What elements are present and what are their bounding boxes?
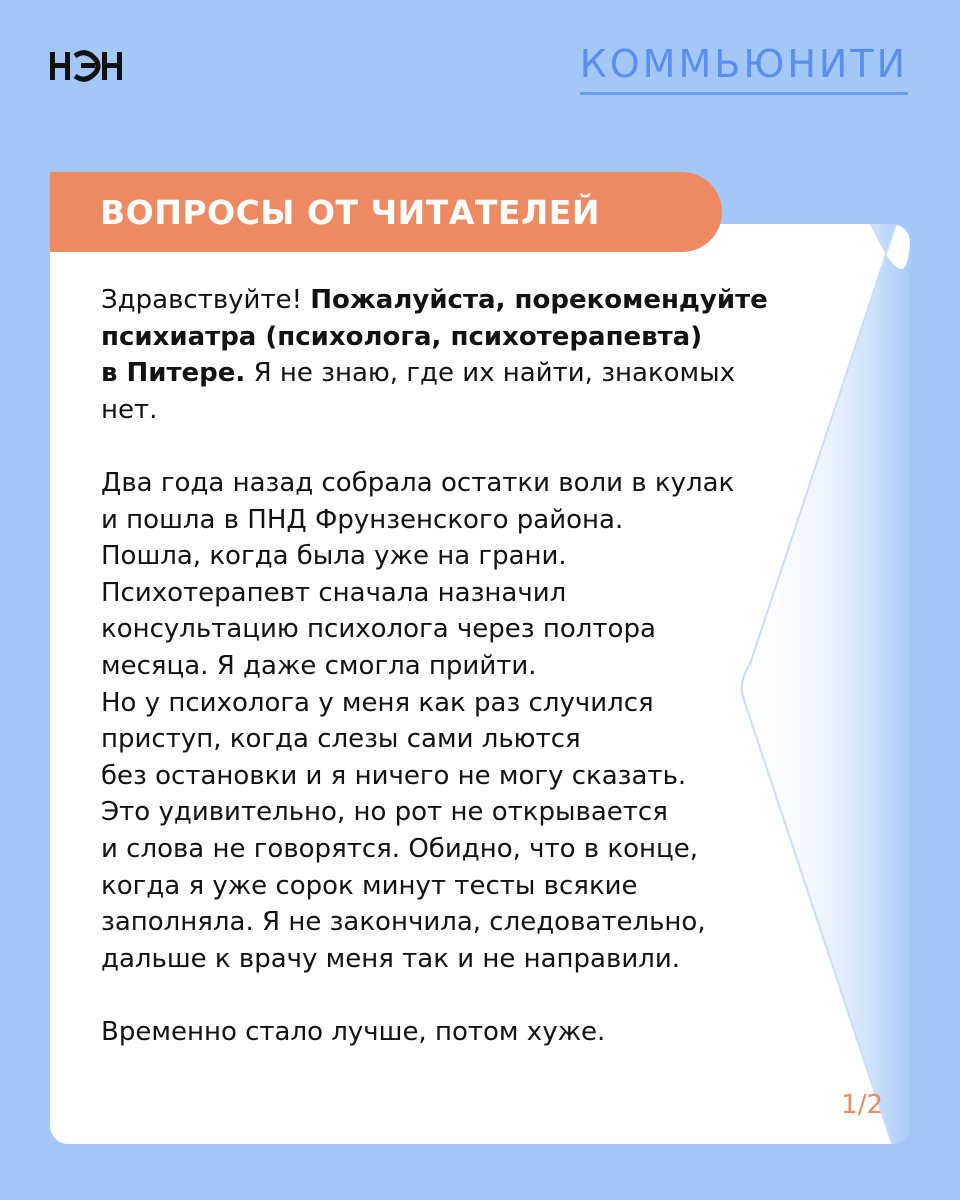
text-line: заполняла. Я не закончила, следовательно, (101, 907, 706, 938)
text-line: дальше к врачу меня так и не направили. (101, 943, 680, 974)
text-line: Психотерапевт сначала назначил (101, 577, 567, 608)
card-title: ВОПРОСЫ ОТ ЧИТАТЕЛЕЙ (100, 192, 600, 232)
text-line (101, 355, 891, 392)
text-line: консультацию психолога через полтора (101, 614, 656, 645)
text-plain: Здравствуйте! (101, 285, 311, 315)
question-text (101, 282, 891, 1050)
text-line: Временно стало лучше, потом хуже. (101, 1016, 606, 1047)
text-bold: в Питере. (101, 358, 246, 389)
card-title-banner (50, 172, 722, 252)
text-line: месяца. Я даже смогла прийти. (101, 650, 537, 681)
text-line: Два года назад собрала остатки воли в кулак (101, 467, 735, 498)
brand-logo-icon (50, 50, 122, 82)
text-line (101, 392, 891, 429)
text-line: Пошла, когда была уже на грани. (101, 541, 567, 572)
text-line: Это удивительно, но рот не открывается (101, 797, 668, 828)
text-plain: нет. (101, 394, 158, 425)
text-plain: Я не знаю, где их найти, знакомых (245, 358, 736, 389)
section-label: КОММЬЮНИТИ (580, 38, 908, 95)
text-line: Но у психолога у меня как раз случился (101, 687, 654, 718)
text-line: приступ, когда слезы сами льются (101, 724, 581, 755)
text-line (101, 282, 891, 319)
text-bold: психиатра (психолога, психотерапевта) (101, 321, 703, 352)
text-line: и пошла в ПНД Фрунзенского района. (101, 504, 624, 535)
text-line: когда я уже сорок минут тесты всякие (101, 870, 638, 901)
text-line (101, 319, 891, 356)
page-indicator: 1/2 (841, 1090, 883, 1120)
text-bold: Пожалуйста, порекомендуйте (310, 285, 768, 315)
text-line: без остановки и я ничего не могу сказать. (101, 760, 687, 791)
brand-logo (50, 50, 122, 82)
text-line: и слова не говорятся. Обидно, что в конце, (101, 833, 698, 864)
